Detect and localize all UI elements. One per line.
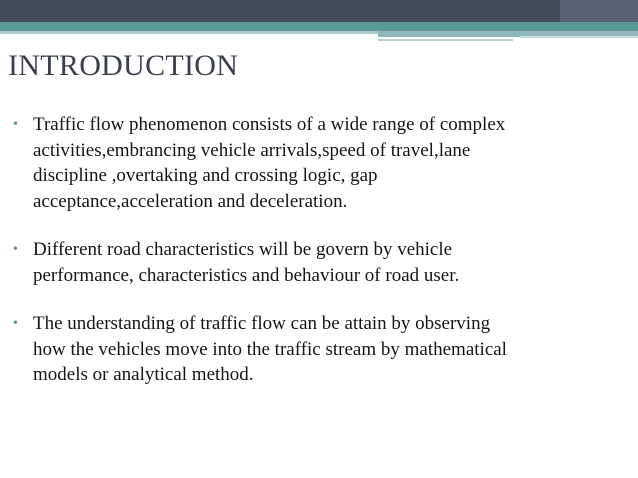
bullet-line: Different road characteristics will be govern by vehicle <box>33 239 453 260</box>
bullet-list <box>12 112 626 388</box>
bullet-line: performance, characteristics and behaviour of road user. <box>33 264 460 286</box>
bullet-icon: • <box>13 117 18 132</box>
bullet-icon: • <box>13 316 18 331</box>
header-band <box>0 0 638 22</box>
bullet-line: discipline ,overtaking and crossing logic, gap <box>33 165 378 186</box>
bullet-item <box>12 311 626 388</box>
accent-line <box>520 36 638 38</box>
accent-strip-light <box>0 31 380 34</box>
bullet-line: models or analytical method. <box>33 364 254 385</box>
bullet-item <box>12 112 626 214</box>
slide-title: INTRODUCTION <box>8 49 239 82</box>
bullet-line: acceptance,acceleration and deceleration. <box>33 190 348 212</box>
bullet-line: activities,embrancing vehicle arrivals,speed of travel,lane <box>33 139 471 161</box>
header-band-accent <box>560 0 638 22</box>
bullet-item <box>12 237 626 288</box>
bullet-line: Traffic flow phenomenon consists of a wide range of complex <box>33 114 506 135</box>
bullet-line: how the vehicles move into the traffic stream by mathematical <box>33 338 507 360</box>
bullet-icon: • <box>13 242 18 257</box>
accent-line <box>378 39 513 41</box>
accent-strip <box>0 22 638 31</box>
bullet-line: The understanding of traffic flow can be attain by observing <box>33 313 491 334</box>
